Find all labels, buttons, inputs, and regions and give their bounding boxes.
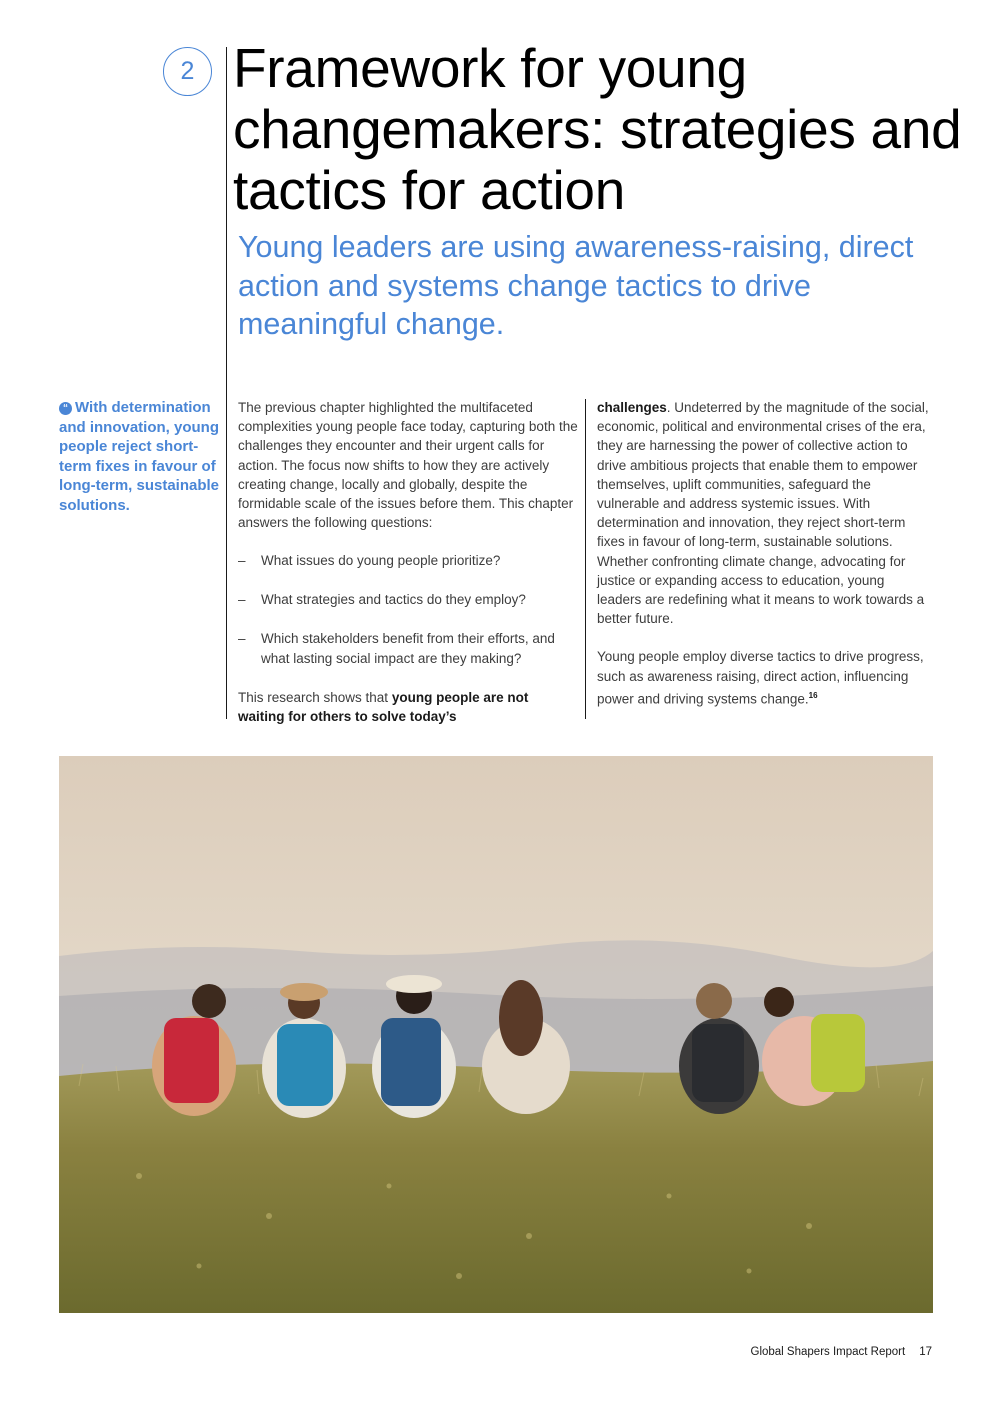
chapter-number: 2: [180, 57, 195, 85]
research-paragraph-start: This research shows that young people are not waiting for others to solve today’s: [238, 689, 529, 724]
page-footer: [751, 1346, 933, 1358]
title-divider: [226, 47, 227, 719]
body-column-left: [238, 398, 578, 726]
list-item: – What strategies and tactics do they employ?: [238, 592, 526, 608]
pull-quote: [59, 398, 225, 515]
footnote-ref: 16: [808, 690, 818, 700]
intro-paragraph: The previous chapter highlighted the multifaceted complexities young people face today, capturing both the challenges they encounter and their urgent calls for action. The focus now shifts to how they are actively creating change, locally and globally, despite the formidable scale of the issues before them. This chapter answers the following questions:: [238, 400, 578, 531]
research-highlight: young people are not waiting for others to solve today’s: [238, 689, 529, 724]
chapter-number-badge: [163, 47, 212, 96]
page-title: Framework for young changemakers: strategies and tactics for action: [233, 37, 962, 221]
list-item: – What issues do young people prioritize?: [238, 552, 501, 568]
page-number: 17: [919, 1346, 932, 1358]
page-subtitle: Young leaders are using awareness-raising, direct action and systems change tactics to drive meaningful change.: [238, 230, 914, 341]
hero-photo: [59, 756, 933, 1313]
quote-icon: “: [59, 402, 72, 415]
list-item: – Which stakeholders benefit from their efforts, and what lasting social impact are they making?: [238, 631, 555, 666]
column-divider: [585, 399, 586, 719]
pull-quote-text: With determination and innovation, young people reject short-term fixes in favour of long-term, sustainable solutions.: [59, 399, 220, 514]
body-column-right: [597, 398, 931, 709]
question-list: [238, 551, 578, 668]
report-name: Global Shapers Impact Report: [750, 1346, 906, 1358]
research-paragraph-end: challenges. Undeterred by the magnitude of the social, economic, political and environmental crises of the era, they are harnessing the power of collective action to drive ambitious projects that enable them to empower themselves, uplift communities, safeguard the vulnerable and address systemic issues. With determination and innovation, they reject short-term fixes in favour of long-term, sustainable solutions. Whether confronting climate change, advocating for justice or expanding access to education, young leaders are redefining what it means to work towards a better future.: [597, 400, 929, 627]
tactics-paragraph: Young people employ diverse tactics to drive progress, such as awareness raising, direct action, influencing power and driving systems change.$^{16}$: [597, 649, 924, 707]
